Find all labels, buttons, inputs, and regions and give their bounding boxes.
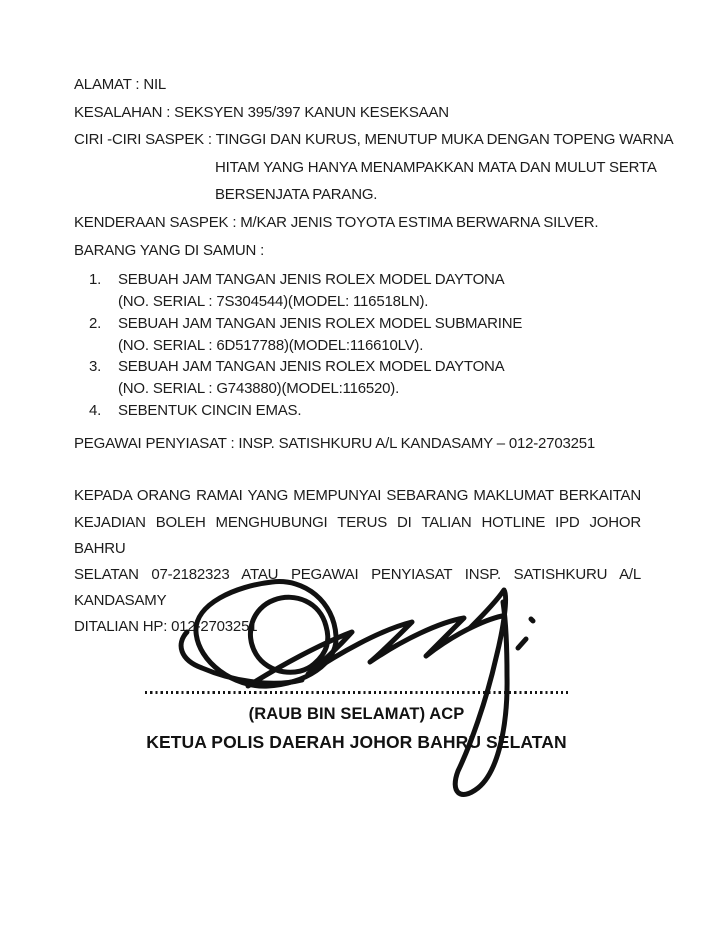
signatory-name: (RAUB BIN SELAMAT) ACP: [248, 705, 465, 723]
barang-heading: BARANG YANG DI SAMUN :: [74, 241, 265, 259]
stolen-items-list: [74, 269, 641, 422]
list-item-line2: (NO. SERIAL : 6D517788)(MODEL:116610LV).: [118, 336, 424, 354]
list-item: [74, 269, 641, 313]
list-item-line1: SEBUAH JAM TANGAN JENIS ROLEX MODEL DAYTONA: [118, 358, 505, 376]
announcement-line: DITALIAN HP: 012-2703251: [74, 618, 258, 636]
announcement-line: KEJADIAN BOLEH MENGHUBUNGI TERUS DI TALIAN HOTLINE IPD JOHOR BAHRU: [74, 513, 641, 557]
list-item-body: [118, 356, 504, 400]
list-item-line1: SEBENTUK CINCIN EMAS.: [118, 401, 302, 419]
ciri-saspek-line1: CIRI -CIRI SASPEK : TINGGI DAN KURUS, MENUTUP MUKA DENGAN TOPENG WARNA: [74, 131, 674, 149]
announcement-line: KEPADA ORANG RAMAI YANG MEMPUNYAI SEBARANG MAKLUMAT BERKAITAN: [74, 487, 641, 505]
kenderaan-line: KENDERAAN SASPEK : M/KAR JENIS TOYOTA ESTIMA BERWARNA SILVER.: [74, 213, 599, 231]
list-item-number: 3.: [89, 358, 102, 376]
pegawai-penyiasat-line: PEGAWAI PENYIASAT : INSP. SATISHKURU A/L KANDASAMY – 012-2703251: [74, 434, 596, 452]
list-item-number: 4.: [89, 401, 102, 419]
list-item: [74, 356, 641, 400]
list-item-line2: (NO. SERIAL : 7S304544)(MODEL: 116518LN).: [118, 292, 429, 310]
list-item-line2: (NO. SERIAL : G743880)(MODEL:116520).: [118, 380, 400, 398]
announcement-line: SELATAN 07-2182323 ATAU PEGAWAI PENYIASAT INSP. SATISHKURU A/L KANDASAMY: [74, 565, 641, 610]
list-item-body: [118, 313, 522, 357]
public-announcement: [74, 483, 641, 640]
list-item-body: [118, 269, 504, 313]
signatory-title: KETUA POLIS DAERAH JOHOR BAHRU SELATAN: [146, 732, 567, 752]
list-item: [74, 400, 641, 422]
list-item-body: [118, 400, 301, 422]
alamat-line: ALAMAT : NIL: [74, 76, 167, 93]
list-item-number: 2.: [89, 314, 102, 332]
list-item-number: 1.: [89, 271, 102, 289]
report-body: [74, 71, 674, 641]
list-item: [74, 313, 641, 357]
kesalahan-line: KESALAHAN : SEKSYEN 395/397 KANUN KESEKSAAN: [74, 103, 449, 121]
ciri-saspek-line3: BERSENJATA PARANG.: [215, 186, 378, 204]
signature-block: [145, 691, 568, 753]
list-item-line1: SEBUAH JAM TANGAN JENIS ROLEX MODEL DAYTONA: [118, 271, 505, 289]
ciri-saspek-line2: HITAM YANG HANYA MENAMPAKKAN MATA DAN MULUT SERTA: [215, 158, 657, 176]
signature-dotted-line: [145, 691, 568, 694]
list-item-line1: SEBUAH JAM TANGAN JENIS ROLEX MODEL SUBMARINE: [118, 314, 523, 332]
